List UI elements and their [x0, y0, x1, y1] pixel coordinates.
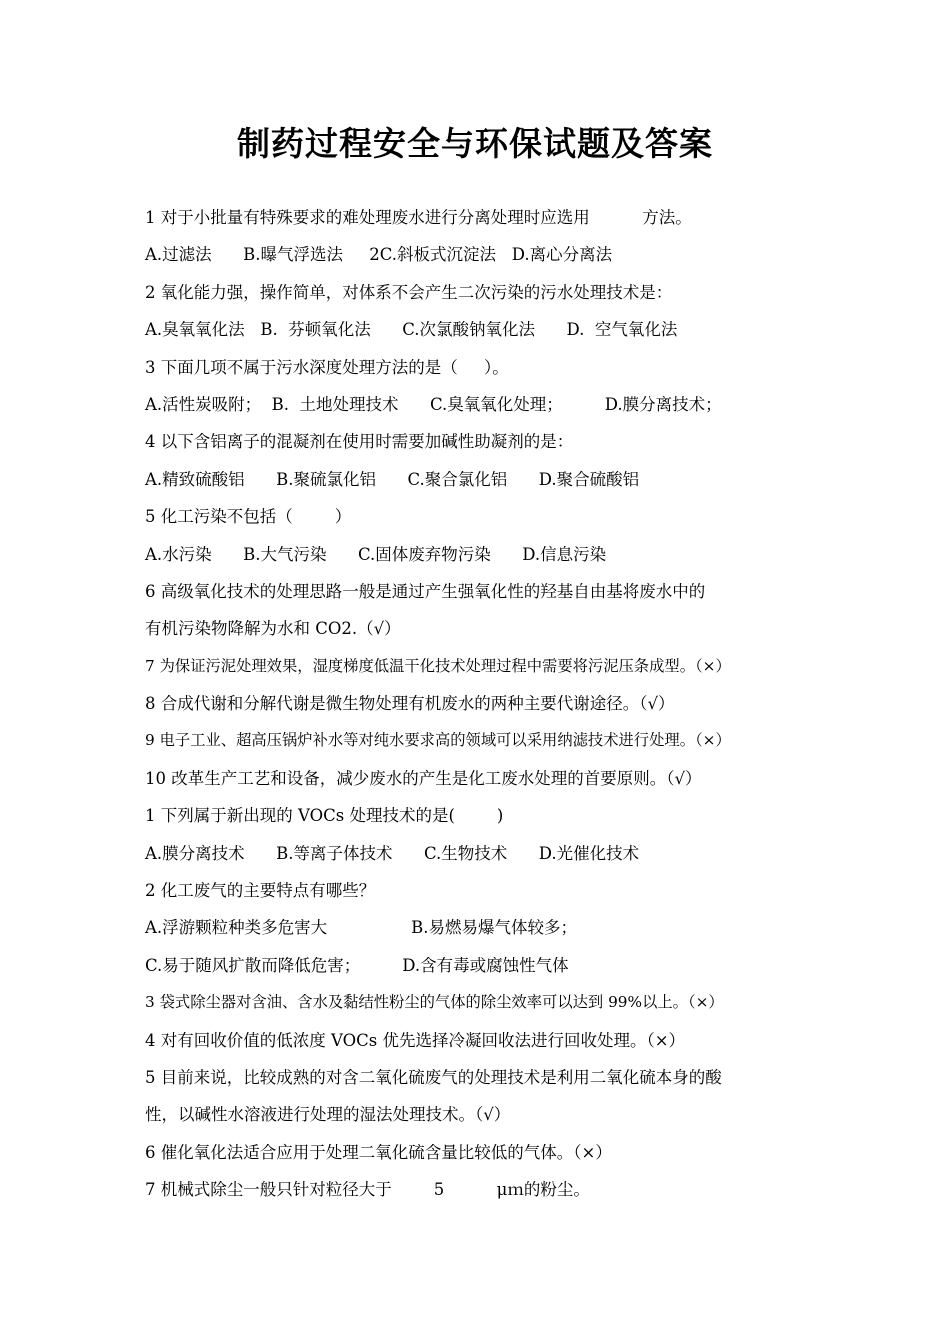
gas-question-5-line-1: 5 目前来说，比较成熟的对含二氧化硫废气的处理技术是利用二氧化硫本身的酸: [145, 1067, 722, 1087]
document-body: [145, 199, 825, 1209]
question-5-stem: 5 化工污染不包括（ ）: [145, 507, 352, 527]
question-6-line-2: 有机污染物降解为水和 CO2.（√）: [145, 619, 401, 639]
question-2-stem: 2 氧化能力强，操作简单，对体系不会产生二次污染的污水处理技术是：: [145, 282, 673, 302]
question-1-options: A.过滤法 B.曝气浮选法 2C.斜板式沉淀法 D.离心分离法: [145, 245, 613, 265]
question-9-stem: 9 电子工业、超高压锅炉补水等对纯水要求高的领域可以采用纳滤技术进行处理。（×）: [145, 731, 731, 750]
question-4-stem: 4 以下含铝离子的混凝剂在使用时需要加碱性助凝剂的是：: [145, 432, 574, 452]
question-3-stem: 3 下面几项不属于污水深度处理方法的是（ ）。: [145, 357, 509, 377]
gas-question-7-stem: 7 机械式除尘一般只针对粒径大于 5 μｍ的粉尘。: [145, 1180, 590, 1200]
gas-question-3-stem: 3 袋式除尘器对含油、含水及黏结性粉尘的气体的除尘效率可以达到 99%以上。（×）: [145, 993, 724, 1012]
question-1-stem: 1 对于小批量有特殊要求的难处理废水进行分离处理时应选用 方法。: [145, 208, 692, 227]
gas-question-1-options: A.膜分离技术 B.等离子体技术 C.生物技术 D.光催化技术: [145, 843, 640, 863]
question-4-options: A.精致硫酸铝 B.聚硫氯化铝 C.聚合氯化铝 D.聚合硫酸铝: [145, 469, 640, 489]
question-10-stem: 10 改革生产工艺和设备，减少废水的产生是化工废水处理的首要原则。（√）: [145, 768, 702, 788]
question-6-line-1: 6 高级氧化技术的处理思路一般是通过产生强氧化性的羟基自由基将废水中的: [145, 581, 706, 601]
gas-question-6-stem: 6 催化氧化法适合应用于处理二氧化硫含量比较低的气体。（×）: [145, 1142, 612, 1162]
question-7-stem: 7 为保证污泥处理效果，湿度梯度低温干化技术处理过程中需要将污泥压条成型。（×）: [145, 656, 731, 675]
question-3-options: A.活性炭吸附； B. 土地处理技术 C.臭氧氧化处理； D.膜分离技术；: [145, 394, 722, 414]
gas-question-2-stem: 2 化工废气的主要特点有哪些？: [145, 881, 376, 901]
question-2-options: A.臭氧氧化法 B. 芬顿氧化法 C.次氯酸钠氧化法 D. 空气氧化法: [145, 320, 678, 340]
gas-question-4-stem: 4 对有回收价值的低浓度 VOCs 优先选择冷凝回收法进行回收处理。（×）: [145, 1030, 686, 1050]
question-8-stem: 8 合成代谢和分解代谢是微生物处理有机废水的两种主要代谢途径。（√）: [145, 694, 675, 714]
gas-question-1-stem: 1 下列属于新出现的 VOCs 处理技术的是( ): [145, 806, 504, 826]
document-title: 制药过程安全与环保试题及答案: [237, 124, 713, 163]
question-5-options: A.水污染 B.大气污染 C.固体废弃物污染 D.信息污染: [145, 544, 607, 564]
gas-question-2-options-cd: C.易于随风扩散而降低危害； D.含有毒或腐蚀性气体: [145, 955, 569, 975]
gas-question-5-line-2: 性，以碱性水溶液进行处理的湿法处理技术。（√）: [145, 1105, 511, 1125]
gas-question-2-options-ab: A.浮游颗粒种类多危害大 B.易燃易爆气体较多；: [145, 918, 577, 938]
